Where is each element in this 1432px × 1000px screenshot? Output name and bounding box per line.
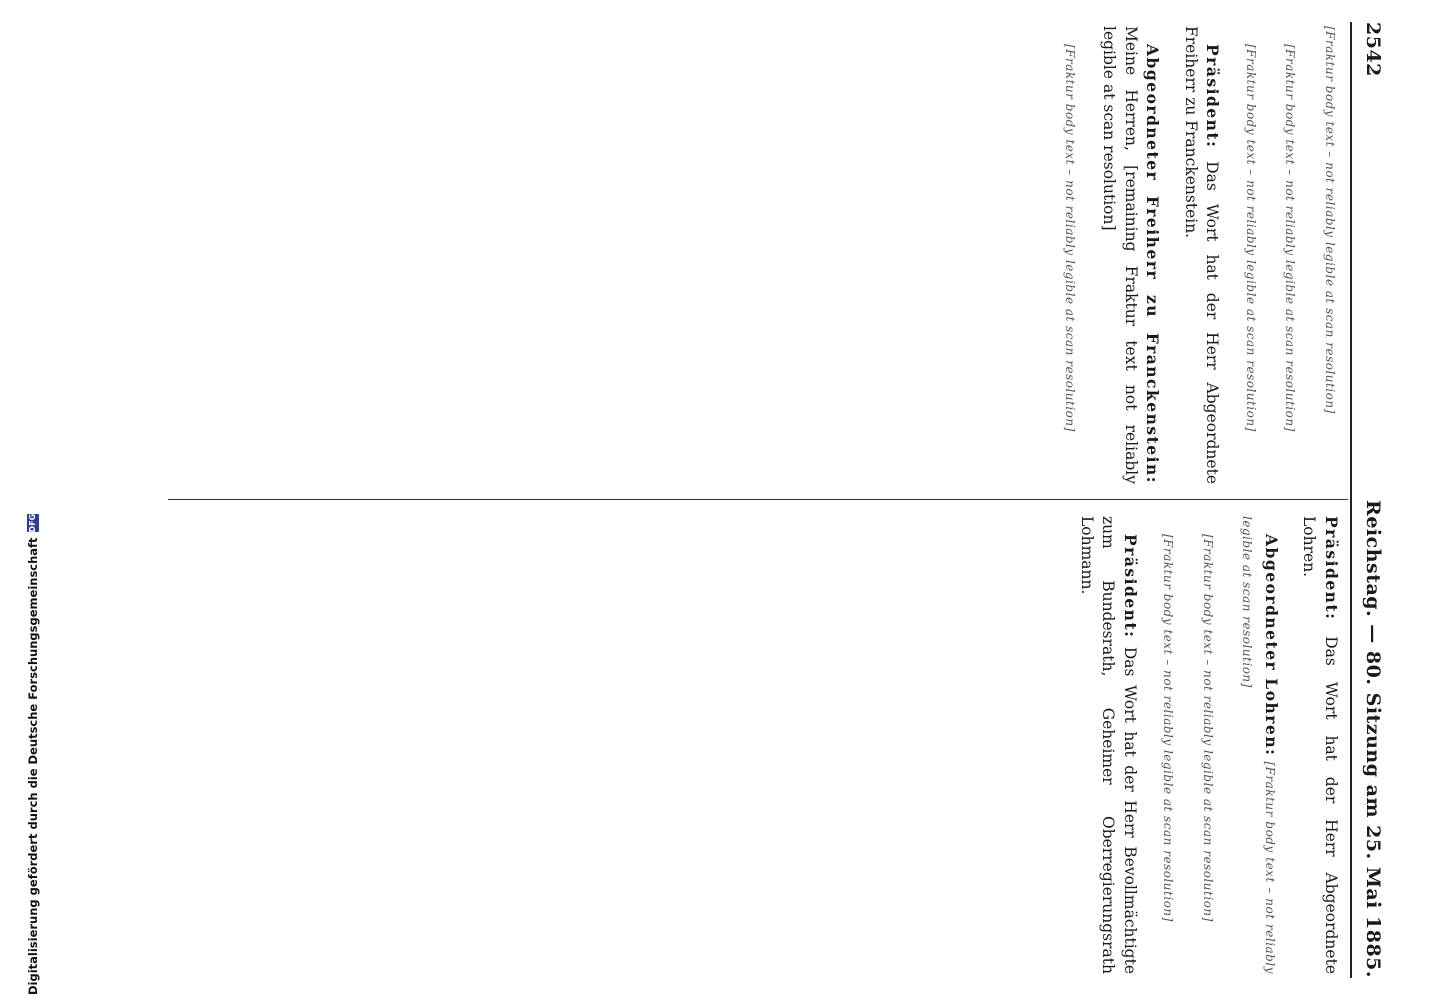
paragraph-text: [Fraktur body text – not reliably legible at scan resolution] bbox=[1161, 534, 1176, 922]
speaker-label: Präsident: bbox=[1121, 534, 1140, 639]
left-paragraph bbox=[1180, 26, 1224, 484]
digitization-credit bbox=[26, 513, 40, 995]
left-paragraph bbox=[1240, 26, 1264, 484]
rotated-page bbox=[100, 0, 1400, 1000]
paragraph-text: Das Wort hat der Herr Bevollmächtigte zum Bundesrath, Geheimer Oberregierungsrath Lohmann. bbox=[1078, 516, 1139, 974]
dfg-logo-icon: DFG bbox=[28, 513, 37, 533]
paragraph-text: Meine Herren, [remaining Fraktur text not reliably legible at scan resolution] bbox=[1100, 26, 1140, 484]
digitization-credit-text: Digitalisierung gefördert durch die Deutsche Forschungsgemeinschaft bbox=[26, 537, 40, 995]
paragraph-text: [Fraktur body text – not reliably legible at scan resolution] bbox=[1244, 44, 1258, 432]
paragraph-text: [Fraktur body text – not reliably legible at scan resolution] bbox=[1240, 516, 1277, 974]
paragraph-text: Das Wort hat der Herr Abgeordnete Lohren. bbox=[1300, 516, 1340, 974]
speaker-label: Abgeordneter Freiherr zu Franckenstein: bbox=[1143, 44, 1163, 484]
left-paragraph bbox=[1279, 26, 1303, 484]
right-paragraph bbox=[1157, 516, 1181, 974]
paragraph-text: Das Wort hat der Herr Abgeordnete Freiherr zu Franckenstein. bbox=[1182, 26, 1222, 484]
paragraph-text: [Fraktur body text – not reliably legible at scan resolution] bbox=[1323, 26, 1337, 414]
paragraph-text: [Fraktur body text – not reliably legible at scan resolution] bbox=[1283, 44, 1298, 432]
right-paragraph bbox=[1197, 516, 1221, 974]
right-paragraph bbox=[1076, 516, 1142, 974]
header-rule bbox=[1350, 22, 1352, 978]
page-number: 2542 bbox=[1362, 22, 1384, 77]
left-paragraph bbox=[1319, 26, 1343, 484]
right-column bbox=[1074, 516, 1343, 974]
column-divider bbox=[168, 499, 1348, 500]
speaker-label: Präsident: bbox=[1203, 44, 1223, 149]
right-paragraph bbox=[1298, 516, 1342, 974]
left-paragraph bbox=[1059, 26, 1083, 484]
digitization-credit-strip bbox=[0, 0, 40, 1000]
speaker-label: Abgeordneter Lohren: bbox=[1262, 534, 1281, 757]
speaker-label: Präsident: bbox=[1322, 516, 1341, 621]
running-title: Reichstag. — 80. Sitzung am 25. Mai 1885. bbox=[1362, 500, 1384, 978]
left-paragraph bbox=[1098, 26, 1164, 484]
running-header bbox=[1356, 22, 1390, 978]
left-column bbox=[1057, 26, 1343, 484]
paragraph-text: [Fraktur body text – not reliably legible at scan resolution] bbox=[1201, 534, 1215, 922]
right-paragraph bbox=[1236, 516, 1282, 974]
paragraph-text: [Fraktur body text – not reliably legible at scan resolution] bbox=[1063, 44, 1077, 432]
